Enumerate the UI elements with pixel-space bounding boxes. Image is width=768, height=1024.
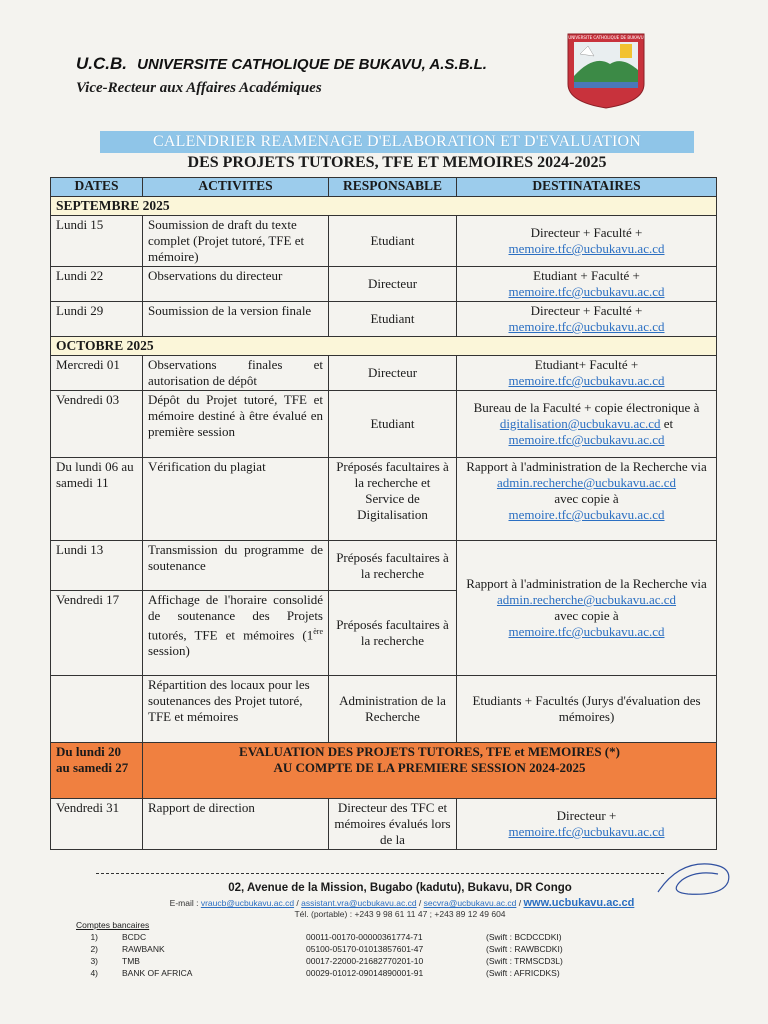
- email-link[interactable]: memoire.tfc@ucbukavu.ac.cd: [508, 319, 665, 334]
- list-item: 3) TMB 00017-22000-21682770201-10 (Swift : TRMSCD3L): [90, 956, 563, 966]
- row-activity: Répartition des locaux pour les soutenances des Projet tutoré, TFE et mémoires: [143, 676, 329, 743]
- bank-accounts-list: [76, 931, 563, 979]
- recipients-text: Bureau de la Faculté + copie électronique à: [473, 400, 700, 415]
- calendar-subtitle: DES PROJETS TUTORES, TFE ET MEMOIRES 2024-2025: [187, 154, 607, 171]
- calendar-title-banner: CALENDRIER REAMENAGE D'ELABORATION ET D'EVALUATION: [100, 131, 694, 153]
- row-date: Vendredi 17: [51, 591, 143, 676]
- row-activity: Rapport de direction: [143, 799, 329, 850]
- university-abbr: U.C.B.: [76, 54, 127, 73]
- month-row-september: [51, 197, 717, 216]
- email-link[interactable]: memoire.tfc@ucbukavu.ac.cd: [508, 624, 665, 639]
- row-activity: Soumission de draft du texte complet (Projet tutoré, TFE et mémoire): [143, 216, 329, 267]
- row-responsible: Etudiant: [329, 391, 457, 458]
- footer-divider: [96, 873, 664, 874]
- evaluation-title: [143, 743, 717, 799]
- header-dates: DATES: [51, 178, 143, 197]
- row-activity: Observations du directeur: [143, 267, 329, 302]
- row-activity: Vérification du plagiat: [143, 458, 329, 541]
- recipients-text: Etudiant + Faculté +: [533, 268, 640, 283]
- row-date: Du lundi 20 au samedi 27: [51, 743, 143, 799]
- header-recipients: DESTINATAIRES: [457, 178, 717, 197]
- row-responsible: Préposés facultaires à la recherche et Service de Digitalisation: [329, 458, 457, 541]
- vice-rector-title: Vice-Recteur aux Affaires Académiques: [76, 80, 322, 96]
- row-date: Lundi 13: [51, 541, 143, 591]
- list-item: 4) BANK OF AFRICA 00029-01012-09014890001-91 (Swift : AFRICDKS): [90, 968, 560, 978]
- evaluation-line2: AU COMPTE DE LA PREMIERE SESSION 2024-2025: [273, 760, 586, 775]
- recipients-text: Etudiant+ Faculté +: [534, 357, 639, 372]
- website-link[interactable]: www.ucbukavu.ac.cd: [523, 897, 635, 909]
- email-link-vr[interactable]: vraucb@ucbukavu.ac.cd: [200, 898, 295, 908]
- row-recipients: [457, 541, 717, 676]
- email-label: E-mail :: [169, 898, 199, 908]
- table-row: [51, 541, 717, 591]
- activity-text-end: session): [148, 643, 190, 659]
- recipients-text: Directeur + Faculté +: [530, 225, 643, 240]
- footer-address: 02, Avenue de la Mission, Bugabo (kadutu), Bukavu, DR Congo: [228, 882, 572, 894]
- list-item: 1) BCDC 00011-00170-00000361774-71 (Swift : BCDCCDKI): [90, 932, 562, 942]
- header-responsible: RESPONSABLE: [329, 178, 457, 197]
- table-header-row: [51, 178, 717, 197]
- table-row: [51, 458, 717, 541]
- row-recipients: [457, 391, 717, 458]
- email-link[interactable]: digitalisation@ucbukavu.ac.cd: [499, 416, 661, 431]
- activity-text: Affichage de l'horaire consolidé de soutenance des Projets tutorés, TFE et mémoires (1: [148, 592, 323, 643]
- row-recipients: [457, 216, 717, 267]
- month-row-october: [51, 337, 717, 356]
- email-link[interactable]: memoire.tfc@ucbukavu.ac.cd: [508, 284, 665, 299]
- row-date: Vendredi 31: [51, 799, 143, 850]
- email-link[interactable]: admin.recherche@ucbukavu.ac.cd: [496, 592, 677, 607]
- row-activity: Soumission de la version finale: [143, 302, 329, 337]
- svg-text:UNIVERSITE CATHOLIQUE DE BUKAV: UNIVERSITE CATHOLIQUE DE BUKAVU: [568, 35, 644, 40]
- footer-phone: Tél. (portable) : +243 9 98 61 11 47 ; +243 89 12 49 604: [294, 909, 506, 919]
- month-label: SEPTEMBRE 2025: [51, 197, 717, 216]
- list-item: 2) RAWBANK 05100-05170-01013857601-47 (Swift : RAWBCDKI): [90, 944, 563, 954]
- row-date: [51, 676, 143, 743]
- email-link[interactable]: memoire.tfc@ucbukavu.ac.cd: [508, 241, 665, 256]
- recipients-links: [462, 416, 711, 432]
- row-date: Lundi 29: [51, 302, 143, 337]
- row-activity: [143, 591, 329, 676]
- table-row: [51, 799, 717, 850]
- recipients-text: Directeur + Faculté +: [530, 303, 643, 318]
- row-recipients: [457, 458, 717, 541]
- row-responsible: Etudiant: [329, 216, 457, 267]
- row-date: Vendredi 03: [51, 391, 143, 458]
- row-date: Lundi 22: [51, 267, 143, 302]
- table-row: [51, 356, 717, 391]
- activity-superscript: ère: [313, 627, 323, 636]
- row-responsible: Directeur des TFC et mémoires évalués lors de la: [329, 799, 457, 850]
- university-crest-icon: [564, 30, 648, 110]
- table-row: [51, 676, 717, 743]
- row-recipients: [457, 267, 717, 302]
- recipients-text: Directeur +: [556, 808, 617, 823]
- row-date: Lundi 15: [51, 216, 143, 267]
- recipients-text: Rapport à l'administration de la Recherche via: [466, 459, 707, 474]
- university-name: [76, 54, 487, 74]
- row-recipients: [457, 799, 717, 850]
- row-recipients: [457, 356, 717, 391]
- row-responsible: Directeur: [329, 267, 457, 302]
- email-link-assistant[interactable]: assistant.vra@ucbukavu.ac.cd: [301, 898, 417, 908]
- row-responsible: Préposés facultaires à la recherche: [329, 541, 457, 591]
- row-responsible: Directeur: [329, 356, 457, 391]
- bank-accounts-title: Comptes bancaires: [76, 920, 150, 930]
- row-activity: Dépôt du Projet tutoré, TFE et mémoire destiné à être évalué en première session: [143, 391, 329, 458]
- header-activities: ACTIVITES: [143, 178, 329, 197]
- evaluation-row: [51, 743, 717, 799]
- row-recipients: Etudiants + Facultés (Jurys d'évaluation des mémoires): [457, 676, 717, 743]
- month-label: OCTOBRE 2025: [51, 337, 717, 356]
- and-text: et: [663, 416, 674, 431]
- row-responsible: Préposés facultaires à la recherche: [329, 591, 457, 676]
- table-row: [51, 216, 717, 267]
- email-link[interactable]: admin.recherche@ucbukavu.ac.cd: [496, 475, 677, 490]
- university-full-name: UNIVERSITE CATHOLIQUE DE BUKAVU, A.S.B.L.: [137, 56, 487, 73]
- table-row: [51, 391, 717, 458]
- copy-text: avec copie à: [554, 608, 619, 623]
- email-link[interactable]: memoire.tfc@ucbukavu.ac.cd: [508, 824, 665, 839]
- row-recipients: [457, 302, 717, 337]
- row-date: Du lundi 06 au samedi 11: [51, 458, 143, 541]
- email-link[interactable]: memoire.tfc@ucbukavu.ac.cd: [508, 432, 665, 447]
- row-responsible: Administration de la Recherche: [329, 676, 457, 743]
- signature-scribble-icon: [648, 852, 738, 902]
- email-link[interactable]: memoire.tfc@ucbukavu.ac.cd: [508, 507, 665, 522]
- row-date: Mercredi 01: [51, 356, 143, 391]
- row-activity: Observations finales et autorisation de dépôt: [143, 356, 329, 391]
- recipients-text: Rapport à l'administration de la Recherche via: [466, 576, 707, 591]
- row-responsible: Etudiant: [329, 302, 457, 337]
- email-link[interactable]: memoire.tfc@ucbukavu.ac.cd: [508, 373, 665, 388]
- evaluation-line1: EVALUATION DES PROJETS TUTORES, TFE et MEMOIRES (*): [239, 744, 620, 759]
- footer-emails: E-mail : vraucb@ucbukavu.ac.cd / assistant.vra@ucbukavu.ac.cd / secvra@ucbukavu.ac.cd / www.ucbukavu.ac.cd: [169, 897, 635, 909]
- email-link-secretary[interactable]: secvra@ucbukavu.ac.cd: [423, 898, 517, 908]
- table-row: [51, 302, 717, 337]
- calendar-table: [50, 177, 717, 850]
- table-row: [51, 267, 717, 302]
- row-activity: Transmission du programme de soutenance: [143, 541, 329, 591]
- copy-text: avec copie à: [554, 491, 619, 506]
